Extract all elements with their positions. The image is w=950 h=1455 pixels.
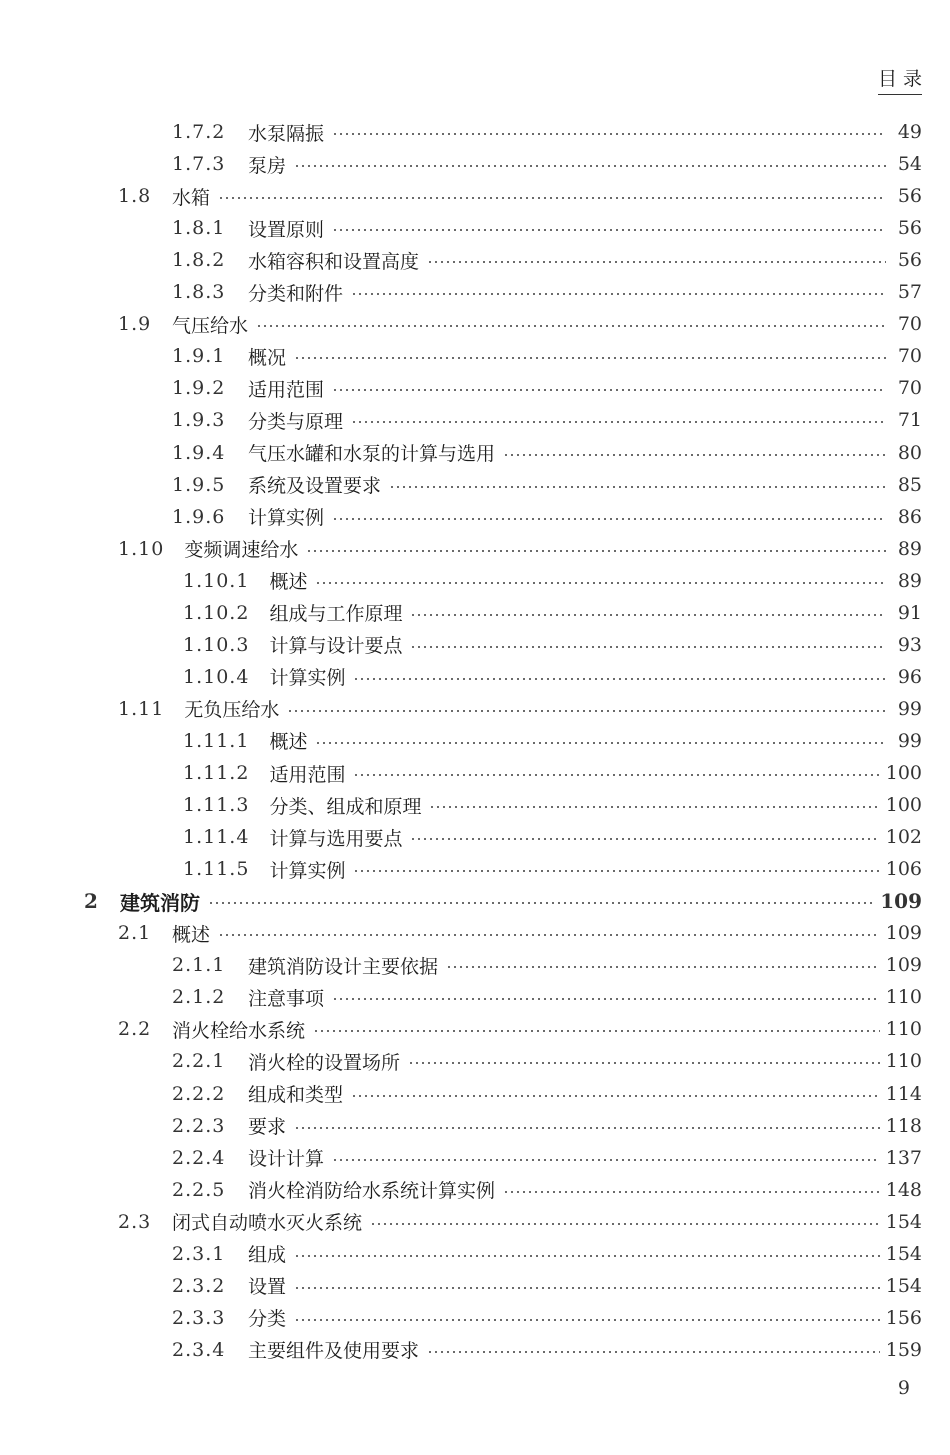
toc-entry-page: 91 bbox=[897, 601, 922, 624]
toc-entry-number: 1.11 bbox=[118, 697, 165, 720]
toc-entry-number: 1.10.3 bbox=[183, 633, 250, 656]
toc-entry-title: 主要组件及使用要求 bbox=[248, 1340, 420, 1363]
toc-entry-number: 2.2.1 bbox=[172, 1050, 226, 1073]
dot-leader bbox=[353, 870, 879, 872]
toc-entry-title: 注意事项 bbox=[248, 987, 325, 1010]
dot-leader bbox=[410, 614, 886, 616]
toc-entry-page: 56 bbox=[897, 185, 922, 208]
dot-leader bbox=[332, 1159, 880, 1161]
toc-entry-number: 1.9.4 bbox=[172, 441, 226, 464]
toc-entry[interactable] bbox=[183, 725, 922, 757]
page-number: 9 bbox=[897, 1377, 910, 1399]
toc-entry-number: 1.8.2 bbox=[172, 249, 226, 272]
dot-leader bbox=[429, 806, 879, 808]
toc-entry-page: 57 bbox=[897, 281, 922, 304]
toc-entry[interactable] bbox=[118, 533, 922, 565]
toc-entry[interactable] bbox=[172, 1270, 922, 1302]
toc-entry-number: 1.10.4 bbox=[183, 665, 250, 688]
toc-entry-number: 1.10 bbox=[118, 537, 165, 560]
dot-leader bbox=[218, 197, 886, 199]
toc-entry-number: 1.7.3 bbox=[172, 153, 226, 176]
toc-entry-title: 水箱 bbox=[172, 186, 211, 209]
toc-entry-number: 1.8 bbox=[118, 185, 152, 208]
dot-leader bbox=[294, 1287, 880, 1289]
toc-entry-title: 概述 bbox=[269, 571, 308, 594]
toc-entry-page: 154 bbox=[885, 1210, 922, 1233]
toc-entry-page: 110 bbox=[885, 1050, 922, 1073]
toc-entry-page: 80 bbox=[897, 441, 922, 464]
toc-entry-title: 水泵隔振 bbox=[248, 122, 325, 145]
toc-entry[interactable] bbox=[172, 372, 922, 404]
toc-entry-page: 99 bbox=[897, 729, 922, 752]
toc-entry-title: 概述 bbox=[172, 923, 211, 946]
toc-entry[interactable] bbox=[183, 821, 922, 853]
toc-entry[interactable] bbox=[172, 1238, 922, 1270]
toc-entry-title: 计算与选用要点 bbox=[269, 827, 403, 850]
toc-entry-page: 71 bbox=[897, 409, 922, 432]
toc-entry-number: 2.1.2 bbox=[172, 986, 226, 1009]
dot-leader bbox=[256, 325, 886, 327]
toc-entry-title: 计算实例 bbox=[269, 859, 346, 882]
toc-entry-title: 设置 bbox=[248, 1276, 287, 1299]
toc-entry-page: 70 bbox=[897, 313, 922, 336]
toc-entry-number: 1.7.2 bbox=[172, 121, 226, 143]
toc-entry-number: 1.11.1 bbox=[183, 729, 250, 752]
toc-entry-title: 气压给水 bbox=[172, 314, 249, 337]
toc-entry-page: 110 bbox=[885, 986, 922, 1009]
dot-leader bbox=[503, 454, 886, 456]
toc-entry-title: 建筑消防 bbox=[120, 890, 200, 915]
toc-entry[interactable] bbox=[172, 148, 922, 180]
toc-entry-page: 85 bbox=[897, 473, 922, 496]
toc-entry-title: 概况 bbox=[248, 346, 287, 369]
toc-entry-page: 56 bbox=[897, 249, 922, 272]
toc-entry-page: 102 bbox=[885, 826, 922, 849]
dot-leader bbox=[315, 742, 886, 744]
toc-entry-number: 2.2.5 bbox=[172, 1178, 226, 1201]
toc-entry-page: 154 bbox=[885, 1242, 922, 1265]
toc-entry-title: 设置原则 bbox=[248, 218, 325, 241]
dot-leader bbox=[218, 934, 880, 936]
toc-entry-page: 118 bbox=[885, 1114, 922, 1137]
toc-entry-number: 1.9.6 bbox=[172, 505, 226, 528]
toc-entry-page: 106 bbox=[885, 858, 922, 881]
dot-leader bbox=[410, 646, 886, 648]
toc-entry-page: 56 bbox=[897, 217, 922, 240]
toc-entry[interactable] bbox=[118, 917, 922, 949]
toc-entry-number: 2.1.1 bbox=[172, 954, 226, 977]
toc-entry-number: 1.11.3 bbox=[183, 794, 250, 817]
toc-entry-number: 1.9.5 bbox=[172, 473, 226, 496]
dot-leader bbox=[332, 229, 886, 231]
toc-entry[interactable] bbox=[118, 180, 922, 212]
dot-leader bbox=[208, 902, 874, 904]
dot-leader bbox=[351, 293, 886, 295]
toc-entry-title: 计算实例 bbox=[248, 507, 325, 530]
toc-entry-number: 1.9.2 bbox=[172, 377, 226, 400]
dot-leader bbox=[332, 389, 886, 391]
toc-entry-page: 154 bbox=[885, 1274, 922, 1297]
toc-entry[interactable] bbox=[183, 597, 922, 629]
toc-entry-number: 1.9 bbox=[118, 313, 152, 336]
dot-leader bbox=[370, 1223, 880, 1225]
toc-entry-number: 1.11.4 bbox=[183, 826, 250, 849]
toc-entry[interactable] bbox=[172, 501, 922, 533]
toc-entry-page: 86 bbox=[897, 505, 922, 528]
toc-entry-title: 计算与设计要点 bbox=[269, 635, 403, 658]
toc-entry-number: 2.2.3 bbox=[172, 1114, 226, 1137]
dot-leader bbox=[332, 518, 886, 520]
toc-entry-title: 消火栓给水系统 bbox=[172, 1019, 306, 1042]
running-head-text: 目 录 bbox=[877, 68, 922, 90]
toc-entry-title: 要求 bbox=[248, 1116, 287, 1139]
toc-entry-title: 计算实例 bbox=[269, 667, 346, 690]
toc-entry[interactable] bbox=[172, 949, 922, 981]
toc-entry-page: 89 bbox=[897, 569, 922, 592]
toc-entry-number: 1.8.3 bbox=[172, 281, 226, 304]
toc-entry-title: 分类、组成和原理 bbox=[269, 795, 422, 818]
dot-leader bbox=[446, 966, 880, 968]
dot-leader bbox=[294, 1255, 880, 1257]
running-head bbox=[878, 64, 922, 95]
toc-entry-page: 159 bbox=[885, 1338, 922, 1361]
toc-entry[interactable] bbox=[172, 1142, 922, 1174]
toc-entry-page: 137 bbox=[885, 1146, 922, 1169]
toc-entry-title: 闭式自动喷水灭火系统 bbox=[172, 1212, 363, 1235]
toc-entry-page: 99 bbox=[897, 697, 922, 720]
toc-entry[interactable] bbox=[183, 565, 922, 597]
toc-entry-number: 1.11.2 bbox=[183, 762, 250, 784]
toc-entry-page: 100 bbox=[885, 794, 922, 817]
toc-entry[interactable] bbox=[172, 1110, 922, 1142]
dot-leader bbox=[332, 998, 880, 1000]
dot-leader bbox=[503, 1191, 880, 1193]
toc-entry-page: 110 bbox=[885, 1018, 922, 1041]
toc-entry-page: 148 bbox=[885, 1178, 922, 1201]
toc-entry-title: 分类和附件 bbox=[248, 282, 344, 305]
toc-entry-page: 109 bbox=[885, 922, 922, 945]
toc-entry-number: 2.3.1 bbox=[172, 1242, 226, 1265]
toc-entry-title: 消火栓消防给水系统计算实例 bbox=[248, 1180, 496, 1203]
dot-leader bbox=[408, 1062, 880, 1064]
toc-entry[interactable] bbox=[118, 1013, 922, 1045]
toc-entry-number: 1.9.1 bbox=[172, 345, 226, 368]
toc-entry-title: 组成 bbox=[248, 1244, 287, 1267]
dot-leader bbox=[353, 774, 879, 776]
toc-entry-number: 2.3 bbox=[118, 1210, 152, 1233]
toc-entry[interactable] bbox=[172, 469, 922, 501]
dot-leader bbox=[294, 357, 886, 359]
toc-entry-number: 2.2.4 bbox=[172, 1146, 226, 1169]
toc-entry-title: 建筑消防设计主要依据 bbox=[248, 955, 439, 978]
toc-entry-page: 96 bbox=[897, 665, 922, 688]
dot-leader bbox=[294, 1127, 880, 1129]
toc-entry[interactable] bbox=[172, 1334, 922, 1366]
toc-entry-title: 泵房 bbox=[248, 154, 287, 177]
dot-leader bbox=[287, 710, 886, 712]
toc-entry[interactable] bbox=[183, 661, 922, 693]
toc-entry-number: 2.3.2 bbox=[172, 1274, 226, 1297]
toc-entry-title: 变频调速给水 bbox=[184, 539, 299, 562]
toc-entry[interactable] bbox=[172, 116, 922, 148]
toc-entry-title: 消火栓的设置场所 bbox=[248, 1051, 401, 1074]
toc-entry-page: 109 bbox=[885, 954, 922, 977]
toc-entry[interactable] bbox=[172, 276, 922, 308]
toc-entry-title: 分类 bbox=[248, 1308, 287, 1331]
toc-entry[interactable] bbox=[84, 885, 922, 917]
toc-entry-title: 无负压给水 bbox=[184, 699, 280, 722]
toc-entry-page: 109 bbox=[880, 889, 922, 914]
dot-leader bbox=[427, 1351, 880, 1353]
dot-leader bbox=[294, 1319, 880, 1321]
toc-entry-page: 54 bbox=[897, 153, 922, 176]
dot-leader bbox=[351, 1095, 880, 1097]
dot-leader bbox=[427, 261, 886, 263]
toc-entry-title: 概述 bbox=[269, 731, 308, 754]
toc-entry-number: 1.10.1 bbox=[183, 569, 250, 592]
dot-leader bbox=[353, 678, 886, 680]
toc-entry-page: 114 bbox=[885, 1082, 922, 1105]
toc-entry[interactable] bbox=[172, 404, 922, 436]
toc-entry-number: 2.1 bbox=[118, 922, 152, 945]
toc-entry[interactable] bbox=[172, 1302, 922, 1334]
toc-entry-page: 70 bbox=[897, 377, 922, 400]
dot-leader bbox=[332, 133, 886, 135]
toc-entry[interactable] bbox=[118, 1206, 922, 1238]
toc-entry[interactable] bbox=[183, 789, 922, 821]
dot-leader bbox=[294, 165, 886, 167]
toc-entry[interactable] bbox=[183, 629, 922, 661]
toc-entry-page: 70 bbox=[897, 345, 922, 368]
toc-entry-page: 100 bbox=[885, 762, 922, 784]
toc-entry[interactable] bbox=[172, 340, 922, 372]
toc-entry[interactable] bbox=[172, 981, 922, 1013]
toc-entry-number: 1.11.5 bbox=[183, 858, 250, 881]
toc-entry-number: 2.3.4 bbox=[172, 1338, 226, 1361]
toc-entry[interactable] bbox=[118, 308, 922, 340]
toc-entry[interactable] bbox=[172, 212, 922, 244]
toc-entry-number: 2.2 bbox=[118, 1018, 152, 1041]
toc-entry-number: 1.9.3 bbox=[172, 409, 226, 432]
dot-leader bbox=[315, 582, 886, 584]
dot-leader bbox=[313, 1030, 880, 1032]
toc-entry-title: 水箱容积和设置高度 bbox=[248, 250, 420, 273]
toc-entry-number: 1.8.1 bbox=[172, 217, 226, 240]
toc-entry-title: 适用范围 bbox=[269, 763, 346, 786]
toc-entry-title: 适用范围 bbox=[248, 378, 325, 401]
toc-entry-page: 89 bbox=[897, 537, 922, 560]
toc-entry[interactable] bbox=[172, 1174, 922, 1206]
toc-entry-number: 1.10.2 bbox=[183, 601, 250, 624]
toc-entry-number: 2 bbox=[84, 889, 99, 914]
dot-leader bbox=[351, 421, 886, 423]
toc-entry-page: 49 bbox=[897, 121, 922, 143]
toc-entry-page: 156 bbox=[885, 1306, 922, 1329]
dot-leader bbox=[410, 838, 879, 840]
toc-entry-title: 气压水罐和水泵的计算与选用 bbox=[248, 443, 496, 465]
toc-entry-page: 93 bbox=[897, 633, 922, 656]
toc-entry[interactable] bbox=[118, 693, 922, 725]
toc-entry-number: 2.2.2 bbox=[172, 1082, 226, 1105]
toc-entry-title: 系统及设置要求 bbox=[248, 475, 382, 498]
toc-entry[interactable] bbox=[172, 1078, 922, 1110]
toc-entry[interactable] bbox=[172, 244, 922, 276]
toc-entry[interactable] bbox=[172, 437, 922, 469]
toc-entry-title: 组成与工作原理 bbox=[269, 603, 403, 626]
dot-leader bbox=[306, 550, 886, 552]
toc-entry[interactable] bbox=[183, 757, 922, 789]
toc-entry-title: 组成和类型 bbox=[248, 1084, 344, 1106]
toc-entry[interactable] bbox=[172, 1045, 922, 1077]
toc-entry-number: 2.3.3 bbox=[172, 1306, 226, 1329]
toc-entry[interactable] bbox=[183, 853, 922, 885]
dot-leader bbox=[389, 486, 886, 488]
toc-entry-title: 分类与原理 bbox=[248, 410, 344, 433]
toc-entry-title: 设计计算 bbox=[248, 1148, 325, 1171]
